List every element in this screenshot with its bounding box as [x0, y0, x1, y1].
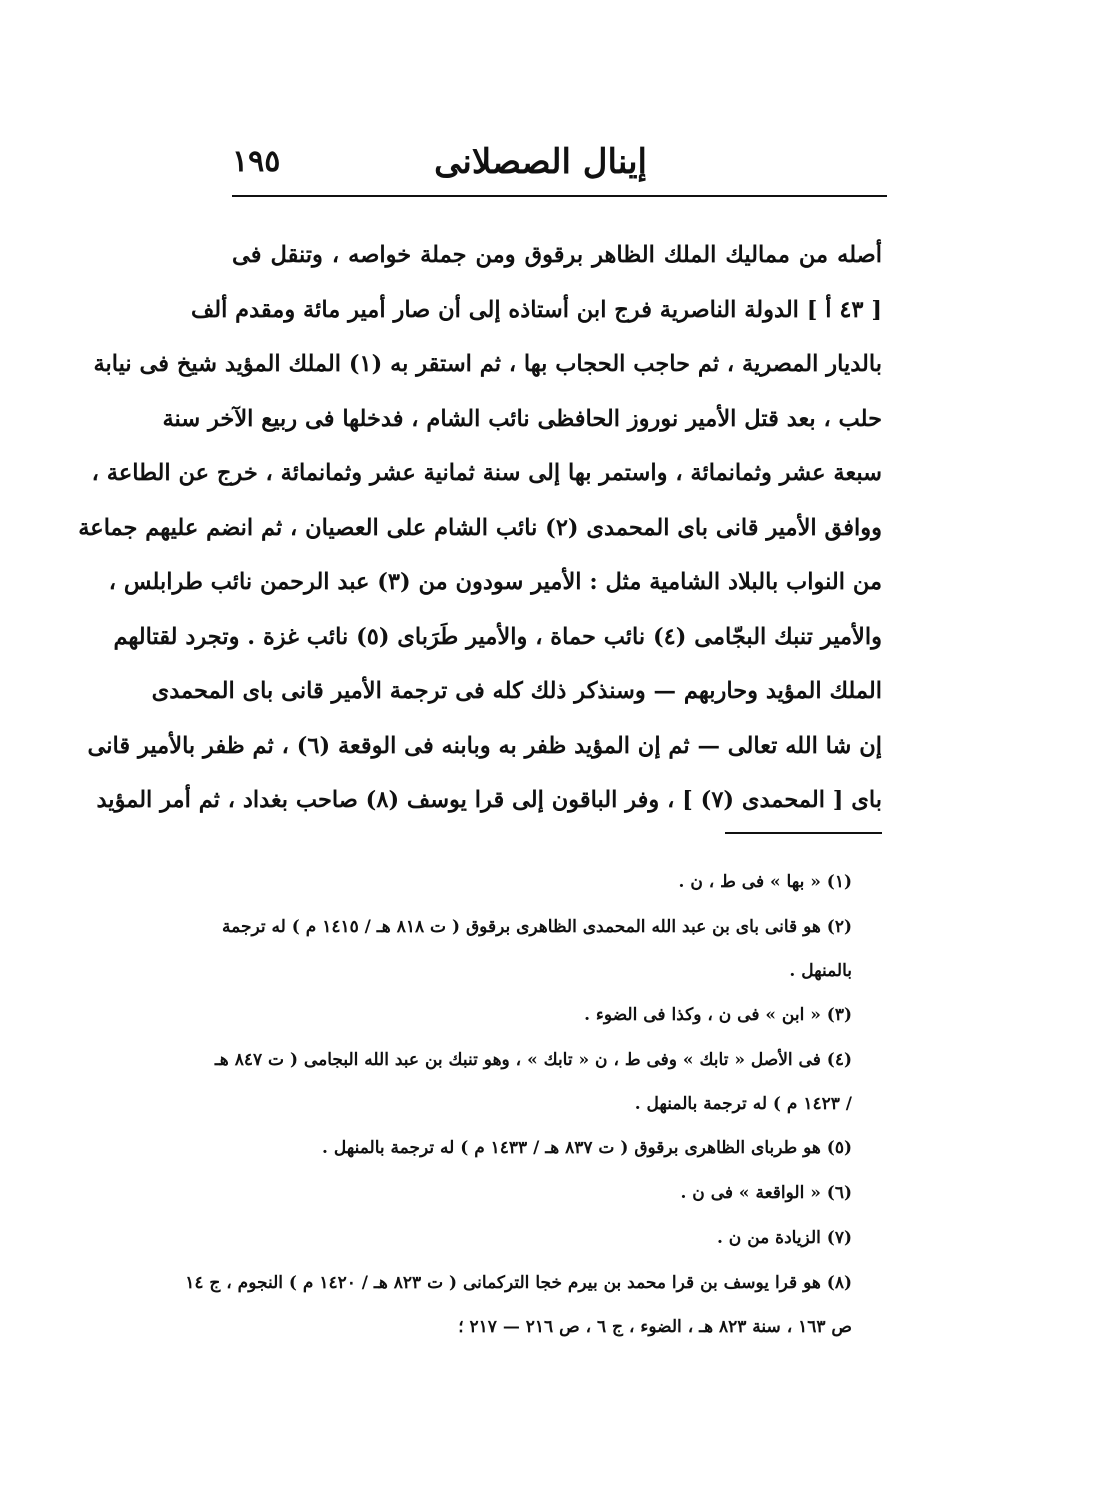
footnote-4: (٤) فى الأصل « تابك » وفى ط ، ن « تابك » ، وهو تنبك بن عبد الله البجامى ( ت ٨٤٧ هـ [214, 1050, 852, 1070]
body-line: ووافق الأمير قانى باى المحمدى (٢) نائب الشام على العصيان ، ثم انضم عليهم جماعة [78, 514, 882, 541]
body-line: باى [ المحمدى (٧) ] ، وفر الباقون إلى قرا يوسف (٨) صاحب بغداد ، ثم أمر المؤيد [96, 787, 882, 813]
body-line: إن شا الله تعالى — ثم إن المؤيد ظفر به وبابنه فى الوقعة (٦) ، ثم ظفر بالأمير قانى [87, 732, 882, 759]
footnote-7: (٧) الزيادة من ن . [716, 1228, 852, 1248]
header-rule [232, 195, 887, 197]
body-line: الملك المؤيد وحاربهم — وسنذكر ذلك كله فى ترجمة الأمير قانى باى المحمدى [151, 678, 882, 704]
main-text [78, 228, 882, 828]
footnote-3: (٣) « ابن » فى ن ، وكذا فى الضوء . [584, 1005, 852, 1025]
footnote-separator [725, 832, 882, 834]
running-head [232, 140, 887, 190]
footnote-4-continued: / ١٤٢٣ م ) له ترجمة بالمنهل . [634, 1094, 852, 1114]
footnote-8-continued: ص ١٦٣ ، سنة ٨٢٣ هـ ، الضوء ، ج ٦ ، ص ٢١٦ — ٢١٧ ؛ [458, 1317, 852, 1337]
body-line: والأمير تنبك البجّامى (٤) نائب حماة ، والأمير طَرَباى (٥) نائب غزة . وتجرد لقتالهم [113, 623, 882, 650]
body-line: [ ٤٣ أ ] الدولة الناصرية فرج ابن أستاذه إلى أن صار أمير مائة ومقدم ألف [190, 296, 882, 323]
footnote-2: (٢) هو قانى باى بن عبد الله المحمدى الظاهرى برقوق ( ت ٨١٨ هـ / ١٤١٥ م ) له ترجمة [222, 917, 852, 937]
footnote-2-continued: بالمنهل . [789, 961, 852, 981]
running-title: إينال الصصلانى [434, 142, 647, 182]
footnotes [185, 860, 852, 1349]
footnote-8: (٨) هو قرا يوسف بن قرا محمد بن بيرم خجا التركمانى ( ت ٨٢٣ هـ / ١٤٢٠ م ) النجوم ، ج ١٤ [185, 1273, 852, 1293]
page-number: ١٩٥ [232, 144, 281, 179]
footnote-5: (٥) هو طرباى الظاهرى برقوق ( ت ٨٣٧ هـ / ١٤٣٣ م ) له ترجمة بالمنهل . [322, 1138, 852, 1158]
body-line: أصله من مماليك الملك الظاهر برقوق ومن جملة خواصه ، وتنقل فى [232, 242, 882, 268]
body-line: حلب ، بعد قتل الأمير نوروز الحافظى نائب الشام ، فدخلها فى ربيع الآخر سنة [162, 405, 882, 432]
body-line: بالديار المصرية ، ثم حاجب الحجاب بها ، ثم استقر به (١) الملك المؤيد شيخ فى نيابة [93, 351, 882, 377]
body-line: من النواب بالبلاد الشامية مثل : الأمير سودون من (٣) عبد الرحمن نائب طرابلس ، [108, 569, 882, 595]
footnote-1: (١) « بها » فى ط ، ن . [678, 872, 852, 892]
body-line: سبعة عشر وثمانمائة ، واستمر بها إلى سنة ثمانية عشر وثمانمائة ، خرج عن الطاعة ، [91, 460, 882, 486]
footnote-6: (٦) « الواقعة » فى ن . [680, 1183, 852, 1203]
